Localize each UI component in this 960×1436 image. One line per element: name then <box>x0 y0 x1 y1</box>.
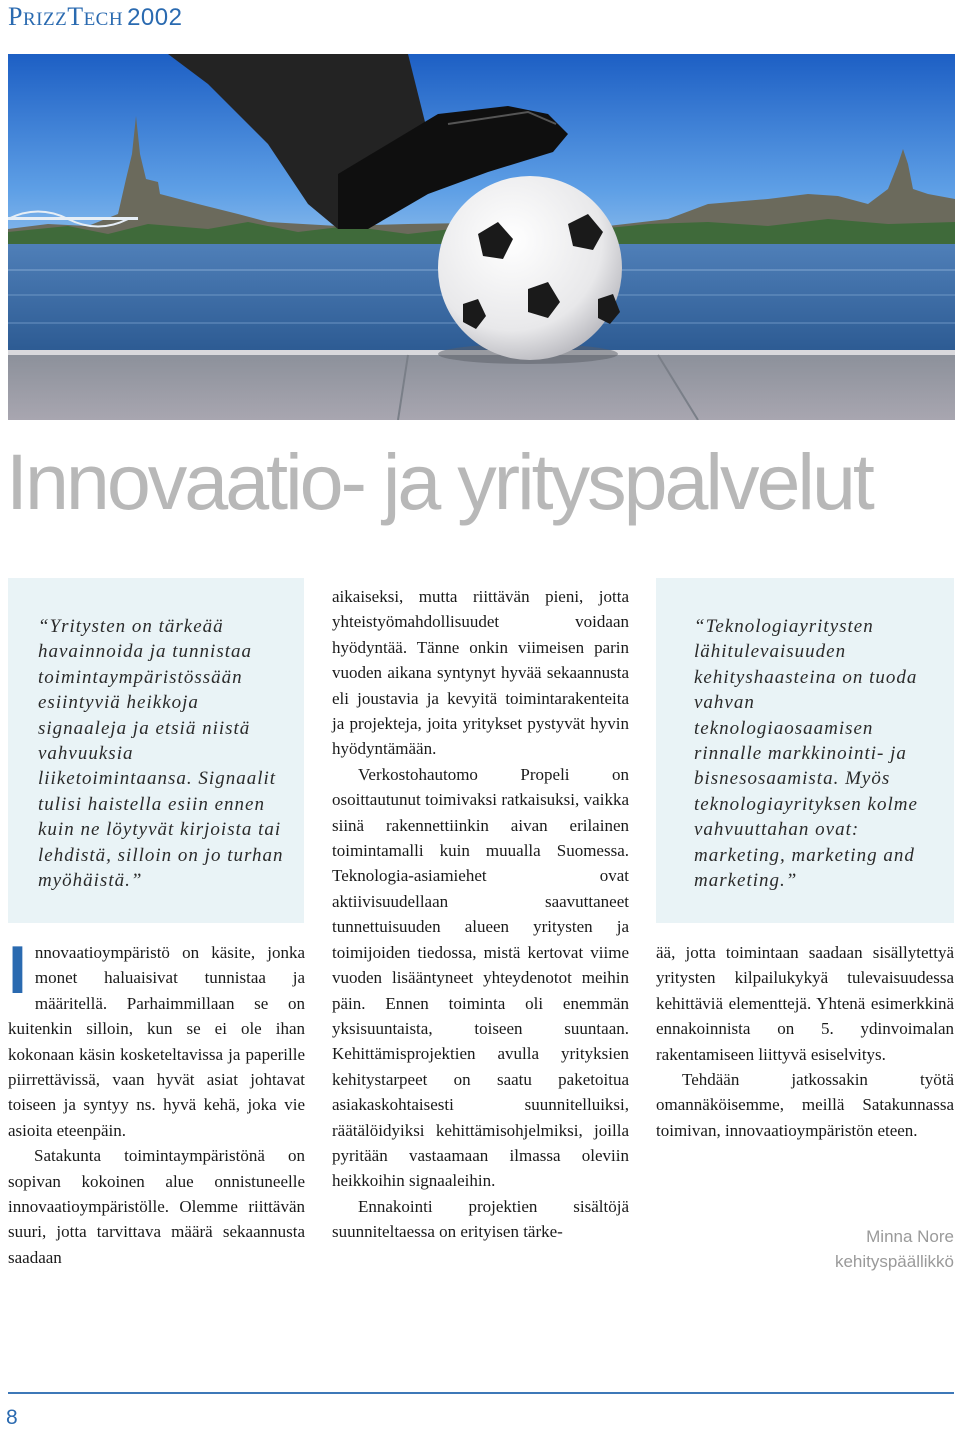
article-paragraph <box>8 932 305 1143</box>
hero-photo <box>8 54 955 420</box>
pull-quote-right: “Teknologiayritysten lähitulevaisuuden kehityshaasteina on tuoda vahvan teknologiaosaamisen rinnalle markkinointi- ja bisnesosaamista. Myös teknologiayrityksen kolme vahvuuttahan ovat: marketing, marketing and marketing.” <box>656 578 954 923</box>
author-name: Minna Nore <box>866 1227 954 1246</box>
article-paragraph: aikaiseksi, mutta riittävän pieni, jotta yhteistyömahdollisuudet voidaan hyödyntää. Tänne onkin viimeisen parin vuoden aikana syntynyt hyvää sekaannusta eli joustavia ja kevyitä toimintarakenteita ja projekteja, joita yritykset pystyvät hyvin hyödyntämään. <box>332 587 629 759</box>
brand-p: P <box>8 2 23 31</box>
page-title: Innovaatio- ja yrityspalvelut <box>6 437 872 526</box>
article-paragraph: Ennakointi projektien sisältöjä suunniteltaessa on erityisen tärke- <box>332 1196 629 1242</box>
author-signature <box>835 1224 954 1274</box>
paragraph-text: nnovaatioympäristö on käsite, jonka monet haluaisivat tunnistaa ja määritellä. Parhaimmillaan se on kuitenkin silloin, kun se ei ole ihan kokonaan käsin kosketeltavissa ja paperille piirrettävissä, vaan hyvät asiat johtavat toiseen ja syntyy ns. hyvä kehä, joka vie asioita eteenpäin. <box>8 943 305 1140</box>
drop-cap: I <box>8 932 27 1008</box>
hero-photo-illustration <box>8 54 955 420</box>
article-paragraph: Satakunta toimintaympäristönä on sopivan kokoinen alue onnistuneelle innovaatioympäristölle. Olemme riittävän suuri, jotta tarvittava määrä sekaannusta saadaan <box>8 1146 305 1267</box>
article-paragraph: ää, jotta toimintaan saadaan sisällytettyä yritysten kilpailukykyä tulevaisuudessa kehittäviä elementtejä. Yhtenä esimerkkinä ennakoinnista on 5. ydinvoimalan rakentamiseen liittyvä esiselvitys. <box>656 943 954 1064</box>
page-number: 8 <box>6 1406 18 1429</box>
author-role: kehityspäällikkö <box>834 1252 954 1271</box>
article-paragraph: Verkostohautomo Propeli on osoittautunut toimivaksi ratkaisuksi, vaikka siinä rakennettiinkin aivan erilainen toimintamalli kuin muualla Suomessa. Teknologia-asiamiehet ovat aktiivisuudellaan saavuttaneet tunnettuisuuden alueen yritysten ja toimijoiden tiedossa, mistä kertovat viime vuoden lisääntyneet yhteydenotot meihin päin. Ennen toiminta oli enemmän yksisuuntaista, toiseen suuntaan. Kehittämisprojektien avulla yrityksien kehitystarpeet on saatu paketoitua asiakaskohtaisesti suunnitelluiksi, räätälöidyiksi kehittämisohjelmiksi, joilla pyritään vastaamaan ilmassa oleviin heikkoihin signaaleihin. <box>332 764 629 1191</box>
article-column-2 <box>332 584 629 1245</box>
article-column-1 <box>8 932 305 1270</box>
article-column-3 <box>656 940 954 1143</box>
footer-divider <box>8 1392 954 1394</box>
pull-quote-left: “Yritysten on tärkeää havainnoida ja tunnistaa toimintaympäristössään esiintyviä heikkoja signaaleja ja etsiä niistä vahvuuksia liiketoimintaansa. Signaalit tulisi haistella esiin ennen kuin ne löytyvät kirjoista tai lehdistä, silloin on jo turhan myöhäistä.” <box>8 578 304 923</box>
brand-rizz: RIZZ <box>22 9 68 30</box>
article-paragraph: Tehdään jatkossakin työtä omannäköisemme, meillä Satakunnassa toimivan, innovaatioympäristön eteen. <box>656 1070 954 1140</box>
header-year: 2002 <box>127 4 183 31</box>
magazine-header <box>8 2 182 32</box>
brand-t: T <box>67 2 84 31</box>
brand-ech: ECH <box>83 9 124 30</box>
